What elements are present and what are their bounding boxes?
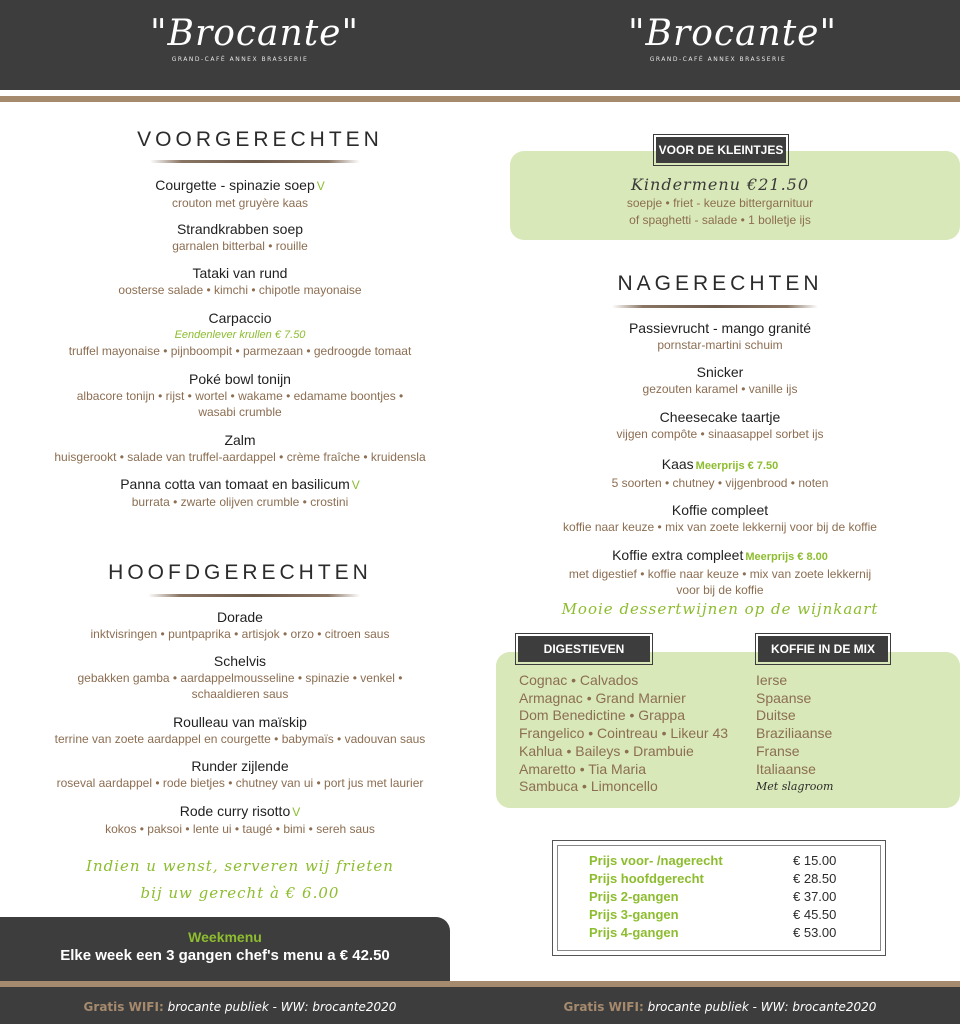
item-description: pornstar-martini schuim xyxy=(657,338,783,352)
list-item: Braziliaanse xyxy=(756,725,833,742)
item-name: Passievrucht - mango granité xyxy=(628,320,812,336)
item-description: burrata • zwarte olijven crumble • crostini xyxy=(131,495,349,509)
wifi-separator: - xyxy=(752,1000,757,1014)
item-name: Rode curry risotto V xyxy=(179,803,301,819)
menu-item xyxy=(20,264,460,298)
menu-item xyxy=(500,363,940,397)
item-description: garnalen bitterbal • rouille xyxy=(172,239,308,253)
item-name: Kaas Meerprijs € 7.50 xyxy=(661,456,779,472)
menu-item xyxy=(20,713,460,747)
wifi-info xyxy=(480,1000,960,1014)
list-item: Frangelico • Cointreau • Likeur 43 xyxy=(519,725,729,742)
price-row xyxy=(589,871,849,889)
kids-menu-description xyxy=(510,195,930,229)
fries-note-line1: Indien u wenst, serveren wij frieten xyxy=(86,857,394,875)
menu-item xyxy=(20,431,460,465)
price-label: Prijs 4-gangen xyxy=(589,925,679,940)
menu-item xyxy=(20,757,460,791)
menu-item xyxy=(20,652,460,702)
item-name: Tataki van rund xyxy=(192,265,288,281)
menu-item xyxy=(20,309,460,359)
koffie-mix-list xyxy=(756,672,833,796)
voorgerechten-title: VOORGERECHTEN xyxy=(137,128,383,151)
menu-item xyxy=(20,220,460,254)
list-item: Franse xyxy=(756,742,800,759)
logo-tagline: GRAND-CAFÉ ANNEX BRASSERIE xyxy=(171,56,309,63)
item-name: Koffie compleet xyxy=(671,502,769,518)
item-name: Courgette - spinazie soep V xyxy=(155,177,325,193)
item-name: Cheesecake taartje xyxy=(659,409,781,425)
price-value: € 37.00 xyxy=(793,889,837,904)
price-row xyxy=(589,853,849,871)
surcharge-label: Meerprijs € 8.00 xyxy=(745,551,828,563)
wifi-password: WW: brocante2020 xyxy=(760,1000,877,1014)
item-name: Dorade xyxy=(217,609,263,625)
list-item: Kahlua • Baileys • Drambuie xyxy=(519,742,694,759)
kids-menu-desc-line2: of spaghetti - salade • 1 bolletje ijs xyxy=(629,213,811,227)
menu-item xyxy=(20,176,460,211)
kids-menu-name: Kindermenu €21.50 xyxy=(630,175,810,194)
item-name: Roulleau van maïskip xyxy=(173,714,307,730)
item-description: albacore tonijn • rijst • wortel • wakame • edamame boontjes • xyxy=(76,389,404,403)
item-description: terrine van zoete aardappel en courgette • babymaïs • vadouvan saus xyxy=(54,732,426,746)
item-description: gezouten karamel • vanille ijs xyxy=(642,382,798,396)
item-description: roseval aardappel • rode bietjes • chutney van ui • port jus met laurier xyxy=(56,776,424,790)
price-value: € 28.50 xyxy=(793,871,837,886)
item-description: huisgerookt • salade van truffel-aardappel • crème fraîche • kruidensla xyxy=(54,450,426,464)
menu-item xyxy=(500,501,940,535)
weekmenu-title: Weekmenu xyxy=(188,929,262,945)
menu-item xyxy=(20,370,460,420)
dessert-wine-note: Mooie dessertwijnen op de wijnkaart xyxy=(561,600,879,618)
wifi-network: brocante publiek xyxy=(167,1000,269,1014)
item-description: kokos • paksoi • lente ui • taugé • bimi • sereh saus xyxy=(105,822,375,836)
logo-name: "Brocante" xyxy=(150,13,360,54)
item-name: Carpaccio xyxy=(208,310,272,326)
item-name: Koffie extra compleet Meerprijs € 8.00 xyxy=(612,547,828,563)
surcharge-label: Meerprijs € 7.50 xyxy=(695,460,779,472)
item-description: crouton met gruyère kaas xyxy=(171,196,309,210)
menu-item xyxy=(500,408,940,442)
item-name: Runder zijlende xyxy=(191,758,289,774)
vegetarian-icon: V xyxy=(316,179,325,193)
nagerechten-title: NAGERECHTEN xyxy=(617,272,823,295)
price-value: € 15.00 xyxy=(793,853,837,868)
item-description: 5 soorten • chutney • vijgenbrood • noten xyxy=(611,476,829,490)
item-description: truffel mayonaise • pijnboompit • parmezaan • gedroogde tomaat xyxy=(68,344,412,358)
kids-menu-tag: VOOR DE KLEINTJES xyxy=(656,137,786,163)
hoofdgerechten-title: HOOFDGERECHTEN xyxy=(108,561,372,584)
price-label: Prijs voor- /nagerecht xyxy=(589,853,723,868)
item-description-cont: voor bij de koffie xyxy=(676,583,764,597)
menu-item xyxy=(20,608,460,642)
menu-item xyxy=(500,455,940,491)
item-description: inktvisringen • puntpaprika • artisjok • orzo • citroen saus xyxy=(90,627,390,641)
item-description-cont: schaaldieren saus xyxy=(191,687,289,701)
price-table xyxy=(552,840,886,956)
item-description: met digestief • koffie naar keuze • mix van zoete lekkernij xyxy=(568,567,872,581)
price-label: Prijs 3-gangen xyxy=(589,907,679,922)
weekmenu-text: Elke week een 3 gangen chef's menu a € 42.50 xyxy=(60,947,390,964)
price-label: Prijs 2-gangen xyxy=(589,889,679,904)
price-value: € 53.00 xyxy=(793,925,837,940)
wifi-password: WW: brocante2020 xyxy=(280,1000,397,1014)
logo-right xyxy=(628,13,838,63)
item-name: Poké bowl tonijn xyxy=(189,371,291,387)
item-extra: Eendenlever krullen € 7.50 xyxy=(174,329,306,341)
list-item: Sambuca • Limoncello xyxy=(519,778,658,795)
list-item: Amaretto • Tia Maria xyxy=(519,760,647,777)
price-row xyxy=(589,889,849,907)
price-row xyxy=(589,925,849,943)
item-name: Strandkrabben soep xyxy=(176,221,304,237)
title-underline xyxy=(148,594,360,597)
list-item: Ierse xyxy=(756,672,788,688)
wifi-network: brocante publiek xyxy=(647,1000,749,1014)
whipped-cream-note: Met slagroom xyxy=(756,780,834,794)
title-underline xyxy=(612,305,818,308)
price-label: Prijs hoofdgerecht xyxy=(589,871,704,886)
list-item: Italiaanse xyxy=(756,760,816,777)
logo-name: "Brocante" xyxy=(628,13,838,54)
item-name: Zalm xyxy=(224,432,256,448)
top-divider-band xyxy=(0,96,960,102)
price-row xyxy=(589,907,849,925)
item-name: Schelvis xyxy=(213,653,267,669)
list-item: Duitse xyxy=(756,707,796,724)
digestieven-list xyxy=(519,672,728,796)
wifi-label: Gratis WIFI: xyxy=(563,1000,644,1014)
price-value: € 45.50 xyxy=(793,907,837,922)
menu-item xyxy=(500,546,940,598)
list-item: Armagnac • Grand Marnier xyxy=(519,689,686,706)
list-item: Cognac • Calvados xyxy=(519,672,639,688)
item-description: gebakken gamba • aardappelmousseline • spinazie • venkel • xyxy=(77,671,403,685)
kids-menu-desc-line1: soepje • friet - keuze bittergarnituur xyxy=(626,196,814,210)
fries-note-line2: bij uw gerecht à € 6.00 xyxy=(140,884,340,902)
item-description-cont: wasabi crumble xyxy=(198,405,282,419)
list-item: Spaanse xyxy=(756,689,812,706)
item-name: Snicker xyxy=(696,364,744,380)
koffie-mix-tag: KOFFIE IN DE MIX xyxy=(758,636,888,662)
item-description: koffie naar keuze • mix van zoete lekkernij voor bij de koffie xyxy=(563,520,877,534)
item-description: oosterse salade • kimchi • chipotle mayonaise xyxy=(118,283,362,297)
vegetarian-icon: V xyxy=(351,478,360,492)
wifi-info xyxy=(0,1000,480,1014)
menu-item xyxy=(20,802,460,837)
digestieven-tag: DIGESTIEVEN xyxy=(518,636,650,662)
title-underline xyxy=(150,160,360,163)
item-description: vijgen compôte • sinaasappel sorbet ijs xyxy=(616,427,824,441)
vegetarian-icon: V xyxy=(292,805,301,819)
logo-tagline: GRAND-CAFÉ ANNEX BRASSERIE xyxy=(649,56,787,63)
menu-item xyxy=(20,475,460,510)
menu-item xyxy=(500,319,940,353)
wifi-separator: - xyxy=(272,1000,277,1014)
wifi-label: Gratis WIFI: xyxy=(83,1000,164,1014)
logo-left xyxy=(150,13,360,63)
weekmenu-box xyxy=(0,917,450,981)
item-name: Panna cotta van tomaat en basilicum V xyxy=(120,476,360,492)
list-item: Dom Benedictine • Grappa xyxy=(519,707,685,724)
